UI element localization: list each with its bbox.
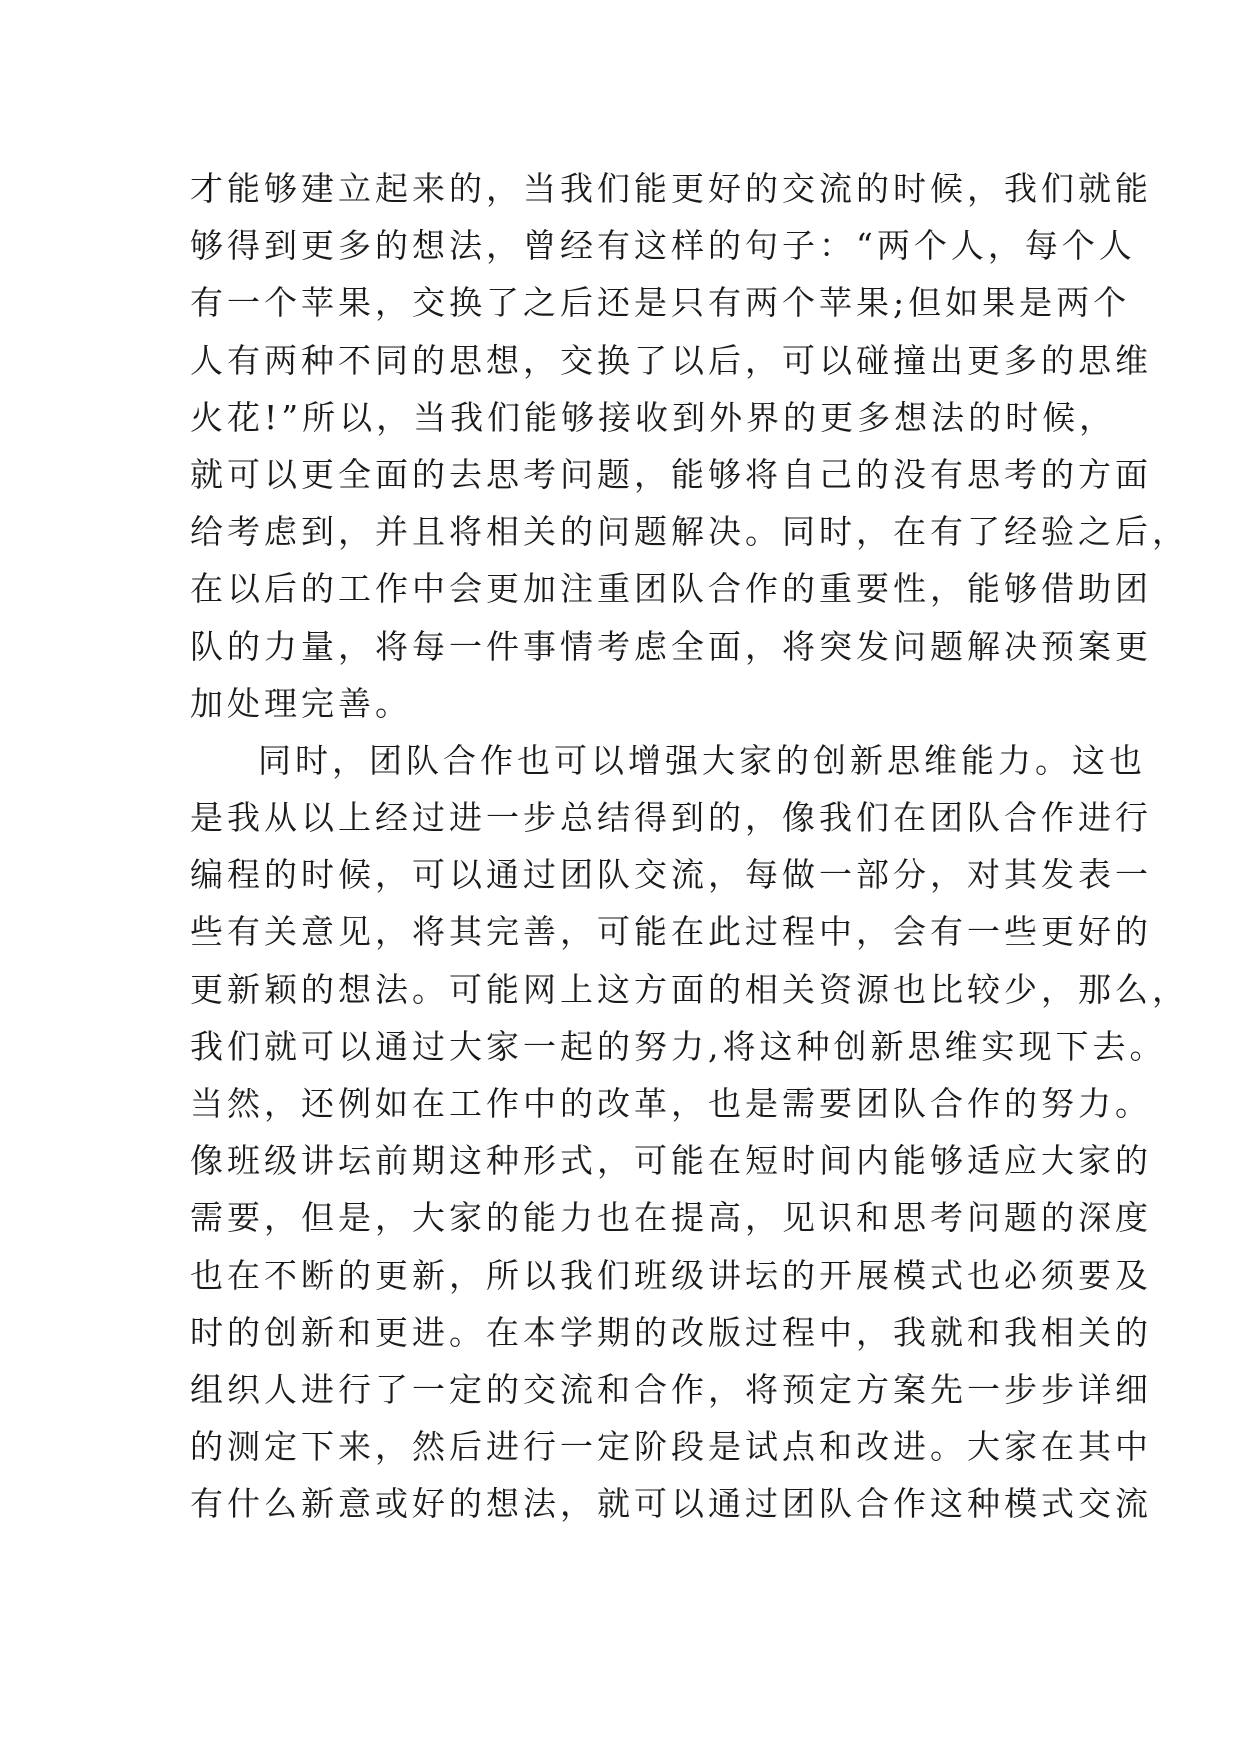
text-line: 我们就可以通过大家一起的努力,将这种创新思维实现下去。 — [190, 1026, 1167, 1066]
text-line: 是我从以上经过进一步总结得到的，像我们在团队合作进行 — [190, 798, 1152, 838]
text-line: 火花!”所以，当我们能够接收到外界的更多想法的时候， — [190, 397, 1117, 437]
text-line: 队的力量，将每一件事情考虑全面，将突发问题解决预案更 — [190, 626, 1152, 666]
text-line: 也在不断的更新，所以我们班级讲坛的开展模式也必须要及 — [190, 1255, 1152, 1295]
text-line: 有什么新意或好的想法，就可以通过团队合作这种模式交流 — [190, 1484, 1152, 1524]
text-line: 在以后的工作中会更加注重团队合作的重要性，能够借助团 — [190, 569, 1152, 609]
text-line: 当然，还例如在工作中的改革，也是需要团队合作的努力。 — [190, 1084, 1152, 1123]
text-line: 组织人进行了一定的交流和合作，将预定方案先一步步详细 — [190, 1369, 1152, 1409]
text-line: 时的创新和更进。在本学期的改版过程中，我就和我相关的 — [190, 1312, 1152, 1352]
paragraph-first-line: 同时，团队合作也可以增强大家的创新思维能力。这也 — [258, 740, 1146, 780]
text-line: 够得到更多的想法，曾经有这样的句子：“两个人，每个人 — [190, 226, 1136, 266]
text-line: 给考虑到，并且将相关的问题解决。同时，在有了经验之后， — [190, 512, 1189, 552]
text-line: 些有关意见，将其完善，可能在此过程中，会有一些更好的 — [190, 912, 1152, 952]
text-line: 更新颖的想法。可能网上这方面的相关资源也比较少，那么， — [190, 969, 1189, 1009]
text-line: 需要，但是，大家的能力也在提高，见识和思考问题的深度 — [190, 1198, 1152, 1238]
text-line: 有一个苹果，交换了之后还是只有两个苹果;但如果是两个 — [190, 283, 1131, 323]
body-text — [190, 160, 1189, 1533]
text-line: 就可以更全面的去思考问题，能够将自己的没有思考的方面 — [190, 454, 1152, 494]
text-line: 编程的时候，可以通过团队交流，每做一部分，对其发表一 — [190, 855, 1152, 895]
text-line: 人有两种不同的思想，交换了以后，可以碰撞出更多的思维 — [190, 340, 1152, 380]
text-line: 才能够建立起来的，当我们能更好的交流的时候，我们就能 — [190, 169, 1152, 208]
text-line: 像班级讲坛前期这种形式，可能在短时间内能够适应大家的 — [190, 1141, 1152, 1181]
text-line: 加处理完善。 — [190, 683, 412, 723]
text-line: 的测定下来，然后进行一定阶段是试点和改进。大家在其中 — [190, 1427, 1152, 1467]
